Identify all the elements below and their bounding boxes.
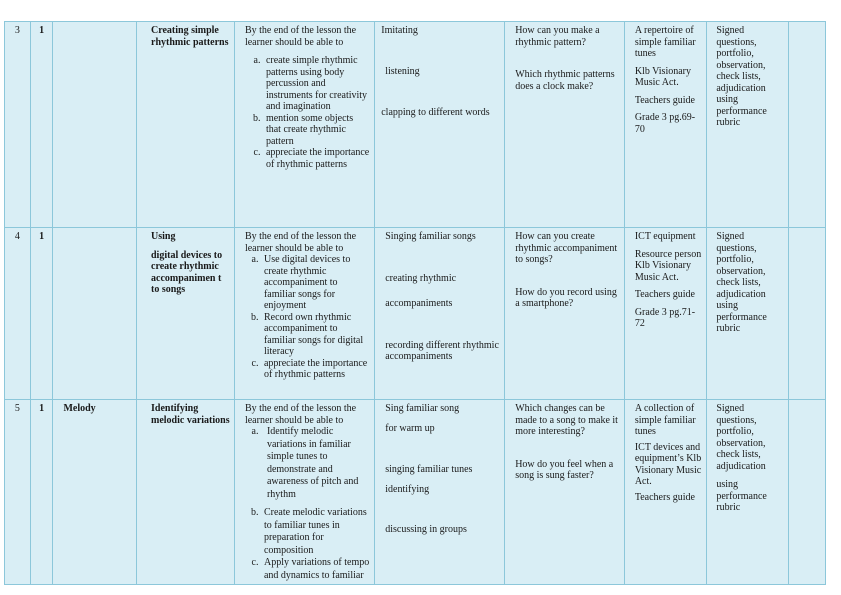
experience-item: creating rhythmic bbox=[385, 272, 457, 284]
outcome-item: a. Identify melodic variations in familiar simple tunes to demonstrate and awareness of pitch and rhythm bbox=[261, 426, 370, 501]
resource-item: Resource person Klb Visionary Music Act. bbox=[634, 248, 702, 283]
lesson-cell: 1 bbox=[30, 22, 53, 228]
resources-cell bbox=[624, 228, 707, 400]
experience-item: Sing familiar song bbox=[385, 403, 460, 414]
scheme-of-work-table bbox=[4, 21, 826, 585]
experience-item: clapping to different words bbox=[381, 107, 490, 118]
lesson-cell: 1 bbox=[30, 228, 53, 400]
experience-item: identifying bbox=[385, 483, 430, 495]
assessment-text: using performance rubric bbox=[716, 479, 767, 513]
learning-outcomes-cell bbox=[234, 400, 374, 585]
outcome-item: c. appreciate the importance of rhythmic patterns bbox=[261, 358, 370, 381]
outcome-item: a. Use digital devices to create rhythmic accompaniment to familiar songs for enjoyment bbox=[261, 254, 370, 312]
assessment-cell bbox=[707, 400, 788, 585]
sub-strand-cell bbox=[137, 228, 235, 400]
question-item: How can you create rhythmic accompaniment to songs? bbox=[515, 231, 618, 265]
outcome-item: c. Apply variations of tempo and dynamics to familiar bbox=[261, 557, 370, 582]
learning-outcomes-cell bbox=[234, 228, 374, 400]
strand-cell: Melody bbox=[53, 400, 137, 585]
table-row bbox=[5, 228, 826, 400]
outcome-item: b. Record own rhythmic accompaniment to familiar songs for digital literacy bbox=[261, 312, 370, 358]
resource-item: A collection of simple familiar tunes bbox=[634, 403, 696, 437]
resource-item: A repertoire of simple familiar tunes bbox=[634, 25, 696, 59]
learning-experiences-cell bbox=[375, 22, 505, 228]
outcomes-intro: By the end of the lesson the learner should be able to bbox=[244, 231, 357, 254]
assessment-cell: Signed questions, portfolio, observation, check lists, adjudication using performance rubric bbox=[707, 228, 788, 400]
experience-item: singing familiar tunes bbox=[385, 464, 473, 475]
lesson-cell: 1 bbox=[30, 400, 53, 585]
outcome-item: b. Create melodic variations to familiar tunes in preparation for composition bbox=[261, 507, 370, 557]
outcomes-list bbox=[245, 254, 370, 381]
outcomes-list bbox=[245, 55, 370, 170]
sub-strand-text: digital devices to create rhythmic accompanimen t to songs bbox=[151, 249, 223, 295]
learning-experiences-cell bbox=[375, 228, 505, 400]
resource-item: Grade 3 pg.69-70 bbox=[634, 112, 696, 135]
sub-strand-text: Creating simple rhythmic patterns bbox=[151, 25, 229, 48]
key-inquiry-cell bbox=[505, 400, 625, 585]
resource-item: Teachers guide bbox=[634, 491, 695, 503]
experience-item: recording different rhythmic accompaniments bbox=[385, 339, 499, 362]
resource-item: Teachers guide bbox=[634, 94, 695, 106]
strand-cell bbox=[53, 22, 137, 228]
sub-strand-text: Using bbox=[151, 231, 176, 242]
remarks-cell bbox=[788, 22, 825, 228]
resource-item: Grade 3 pg.71-72 bbox=[634, 306, 696, 329]
outcomes-list bbox=[245, 426, 370, 582]
outcome-item: c. appreciate the importance of rhythmic patterns bbox=[263, 147, 370, 170]
assessment-text: Signed questions, portfolio, observation, check lists, adjudication bbox=[716, 403, 766, 472]
remarks-cell bbox=[788, 400, 825, 585]
resource-item: Teachers guide bbox=[634, 289, 695, 300]
sub-strand-cell bbox=[137, 400, 235, 585]
week-cell: 5 bbox=[5, 400, 31, 585]
experience-item: Singing familiar songs bbox=[385, 231, 476, 242]
question-item: Which changes can be made to a song to make it more interesting? bbox=[515, 403, 618, 437]
learning-experiences-cell bbox=[375, 400, 505, 585]
question-item: How can you make a rhythmic pattern? bbox=[515, 25, 600, 48]
resource-item: Klb Visionary Music Act. bbox=[634, 65, 691, 88]
outcomes-intro: By the end of the lesson the learner should be able to bbox=[244, 25, 357, 48]
question-item: Which rhythmic patterns does a clock make? bbox=[515, 69, 615, 92]
sub-strand-cell bbox=[137, 22, 235, 228]
outcomes-intro: By the end of the lesson the learner should be able to bbox=[244, 403, 357, 426]
strand-cell bbox=[53, 228, 137, 400]
outcome-item: a. create simple rhythmic patterns using body percussion and instruments for creativity and imagination bbox=[263, 55, 370, 113]
resources-cell bbox=[624, 400, 707, 585]
experience-item: listening bbox=[385, 65, 420, 77]
week-cell: 4 bbox=[5, 228, 31, 400]
experience-item: discussing in groups bbox=[385, 524, 467, 535]
resource-item: ICT devices and equipment’s Klb Visionary Music Act. bbox=[634, 441, 702, 487]
outcome-item: b. mention some objects that create rhythmic pattern bbox=[263, 113, 370, 148]
table-row bbox=[5, 400, 826, 585]
key-inquiry-cell bbox=[505, 22, 625, 228]
remarks-cell bbox=[788, 228, 825, 400]
week-cell: 3 bbox=[5, 22, 31, 228]
learning-outcomes-cell bbox=[234, 22, 374, 228]
sub-strand-text: Identifying melodic variations bbox=[151, 403, 230, 426]
experience-item: for warm up bbox=[385, 422, 435, 434]
key-inquiry-cell bbox=[505, 228, 625, 400]
question-item: How do you record using a smartphone? bbox=[515, 286, 617, 309]
experience-item: accompaniments bbox=[385, 298, 453, 309]
resources-cell bbox=[624, 22, 707, 228]
experience-item: Imitating bbox=[381, 25, 418, 36]
question-item: How do you feel when a song is sung faster? bbox=[515, 458, 614, 481]
resource-item: ICT equipment bbox=[634, 231, 696, 242]
assessment-cell: Signed questions, portfolio, observation, check lists, adjudication using performance rubric bbox=[707, 22, 788, 228]
table-row bbox=[5, 22, 826, 228]
